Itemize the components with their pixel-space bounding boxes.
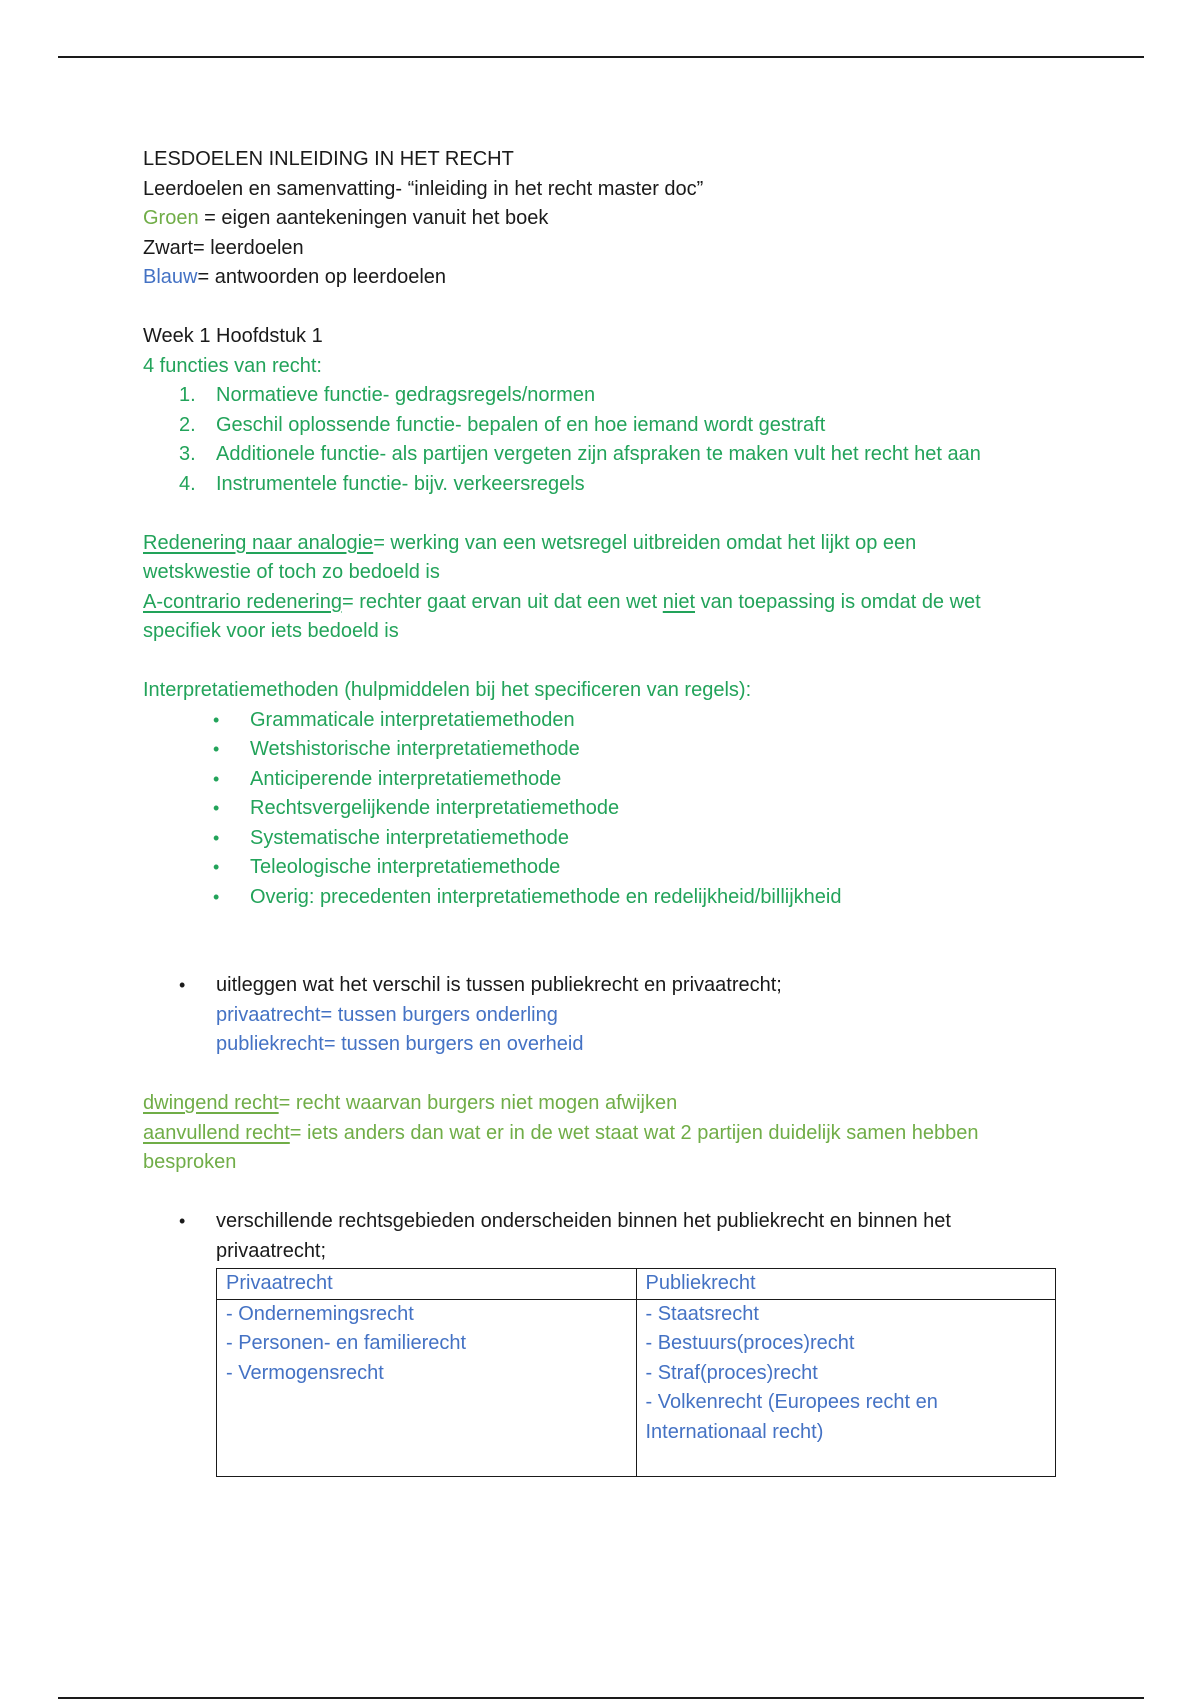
list-item: 4. Instrumentele functie- bijv. verkeersregels	[179, 472, 585, 495]
functions-heading: 4 functies van recht:	[143, 354, 322, 377]
aanvullend-term: aanvullend recht	[143, 1121, 290, 1144]
analogie-definition: Redenering naar analogie= werking van een wetsregel uitbreiden omdat het lijkt op een wetskwestie of toch zo bedoeld is	[143, 531, 917, 583]
legend-green-key: Groen	[143, 207, 199, 229]
aanvullend-definition: aanvullend recht= iets anders dan wat er in de wet staat wat 2 partijen duidelijk samen hebben besproken	[143, 1121, 979, 1173]
list-item: - Ondernemingsrecht	[226, 1302, 414, 1325]
document-subtitle: Leerdoelen en samenvatting- “inleiding in het recht master doc”	[143, 177, 704, 200]
top-rule	[58, 56, 1144, 58]
list-item: • Overig: precedenten interpretatiemethode en redelijkheid/billijkheid	[213, 885, 842, 908]
legend-blue	[143, 263, 1063, 293]
contrario-definition: A-contrario redenering= rechter gaat ervan uit dat een wet niet van toepassing is omdat de wet specifiek voor iets bedoeld is	[143, 590, 981, 642]
public-areas-cell	[636, 1299, 1056, 1476]
list-item: 3. Additionele functie- als partijen vergeten zijn afspraken te maken vult het recht het aan	[179, 443, 981, 465]
interpretation-list	[143, 706, 1063, 913]
list-item: 1. Normatieve functie- gedragsregels/normen	[179, 384, 596, 406]
list-item: • Teleologische interpretatiemethode	[213, 856, 561, 878]
list-item: • Grammaticale interpretatiemethoden	[213, 708, 575, 731]
list-item: - Personen- en familierecht	[226, 1332, 467, 1354]
legend-blue-text: = antwoorden op leerdoelen	[197, 266, 447, 288]
document-body	[143, 145, 1063, 1477]
table-header-row	[217, 1269, 1056, 1300]
list-item: • Rechtsvergelijkende interpretatiemethode	[213, 797, 620, 819]
table-row	[217, 1299, 1056, 1476]
list-item: • Anticiperende interpretatiemethode	[213, 767, 562, 790]
goal-public-private: • uitleggen wat het verschil is tussen publiekrecht en privaatrecht; privaatrecht= tussen burgers onderling publiekrecht= tussen burgers en overheid	[143, 971, 1063, 1060]
law-areas-table	[216, 1268, 1056, 1477]
list-item: • Wetshistorische interpretatiemethode	[213, 738, 580, 760]
list-item: - Straf(proces)recht	[645, 1361, 818, 1384]
dwingend-term: dwingend recht	[143, 1092, 279, 1114]
list-item: - Bestuurs(proces)recht	[645, 1332, 855, 1354]
legend-black-key: Zwart	[143, 236, 193, 259]
legend-green-text: = eigen aantekeningen vanuit het boek	[198, 207, 549, 229]
table-header-private: Privaatrecht	[217, 1269, 637, 1300]
functions-list	[143, 381, 1063, 499]
document-title: LESDOELEN INLEIDING IN HET RECHT	[143, 148, 514, 170]
list-item: • Systematische interpretatiemethode	[213, 826, 570, 849]
list-item: - Vermogensrecht	[226, 1361, 384, 1384]
table-header-public: Publiekrecht	[636, 1269, 1056, 1300]
dwingend-definition: dwingend recht= recht waarvan burgers niet mogen afwijken	[143, 1092, 678, 1114]
analogie-term: Redenering naar analogie	[143, 531, 374, 554]
contrario-term: A-contrario redenering	[143, 590, 342, 613]
goal-text: uitleggen wat het verschil is tussen publiekrecht en privaatrecht;	[216, 974, 782, 996]
answer-public: publiekrecht= tussen burgers en overheid	[216, 1033, 584, 1055]
legend-black-text: = leerdoelen	[193, 236, 304, 259]
private-areas-cell	[217, 1299, 637, 1476]
goal-text: verschillende rechtsgebieden onderscheiden binnen het publiekrecht en binnen het privaatrecht;	[216, 1210, 951, 1262]
list-item: - Volkenrecht (Europees recht en Internationaal recht)	[645, 1391, 938, 1443]
interpretation-heading: Interpretatiemethoden (hulpmiddelen bij het specificeren van regels):	[143, 679, 752, 701]
goal-law-areas: • verschillende rechtsgebieden onderscheiden binnen het publiekrecht en binnen het privaatrecht;	[143, 1207, 1063, 1266]
list-item: - Staatsrecht	[645, 1302, 759, 1325]
answer-private: privaatrecht= tussen burgers onderling	[216, 1003, 558, 1026]
legend-black	[143, 234, 1063, 264]
legend-green	[143, 204, 1063, 234]
legend-blue-key: Blauw	[143, 266, 198, 288]
bottom-rule	[58, 1697, 1144, 1699]
list-item: 2. Geschil oplossende functie- bepalen of en hoe iemand wordt gestraft	[179, 413, 826, 436]
week-heading: Week 1 Hoofdstuk 1	[143, 325, 323, 347]
